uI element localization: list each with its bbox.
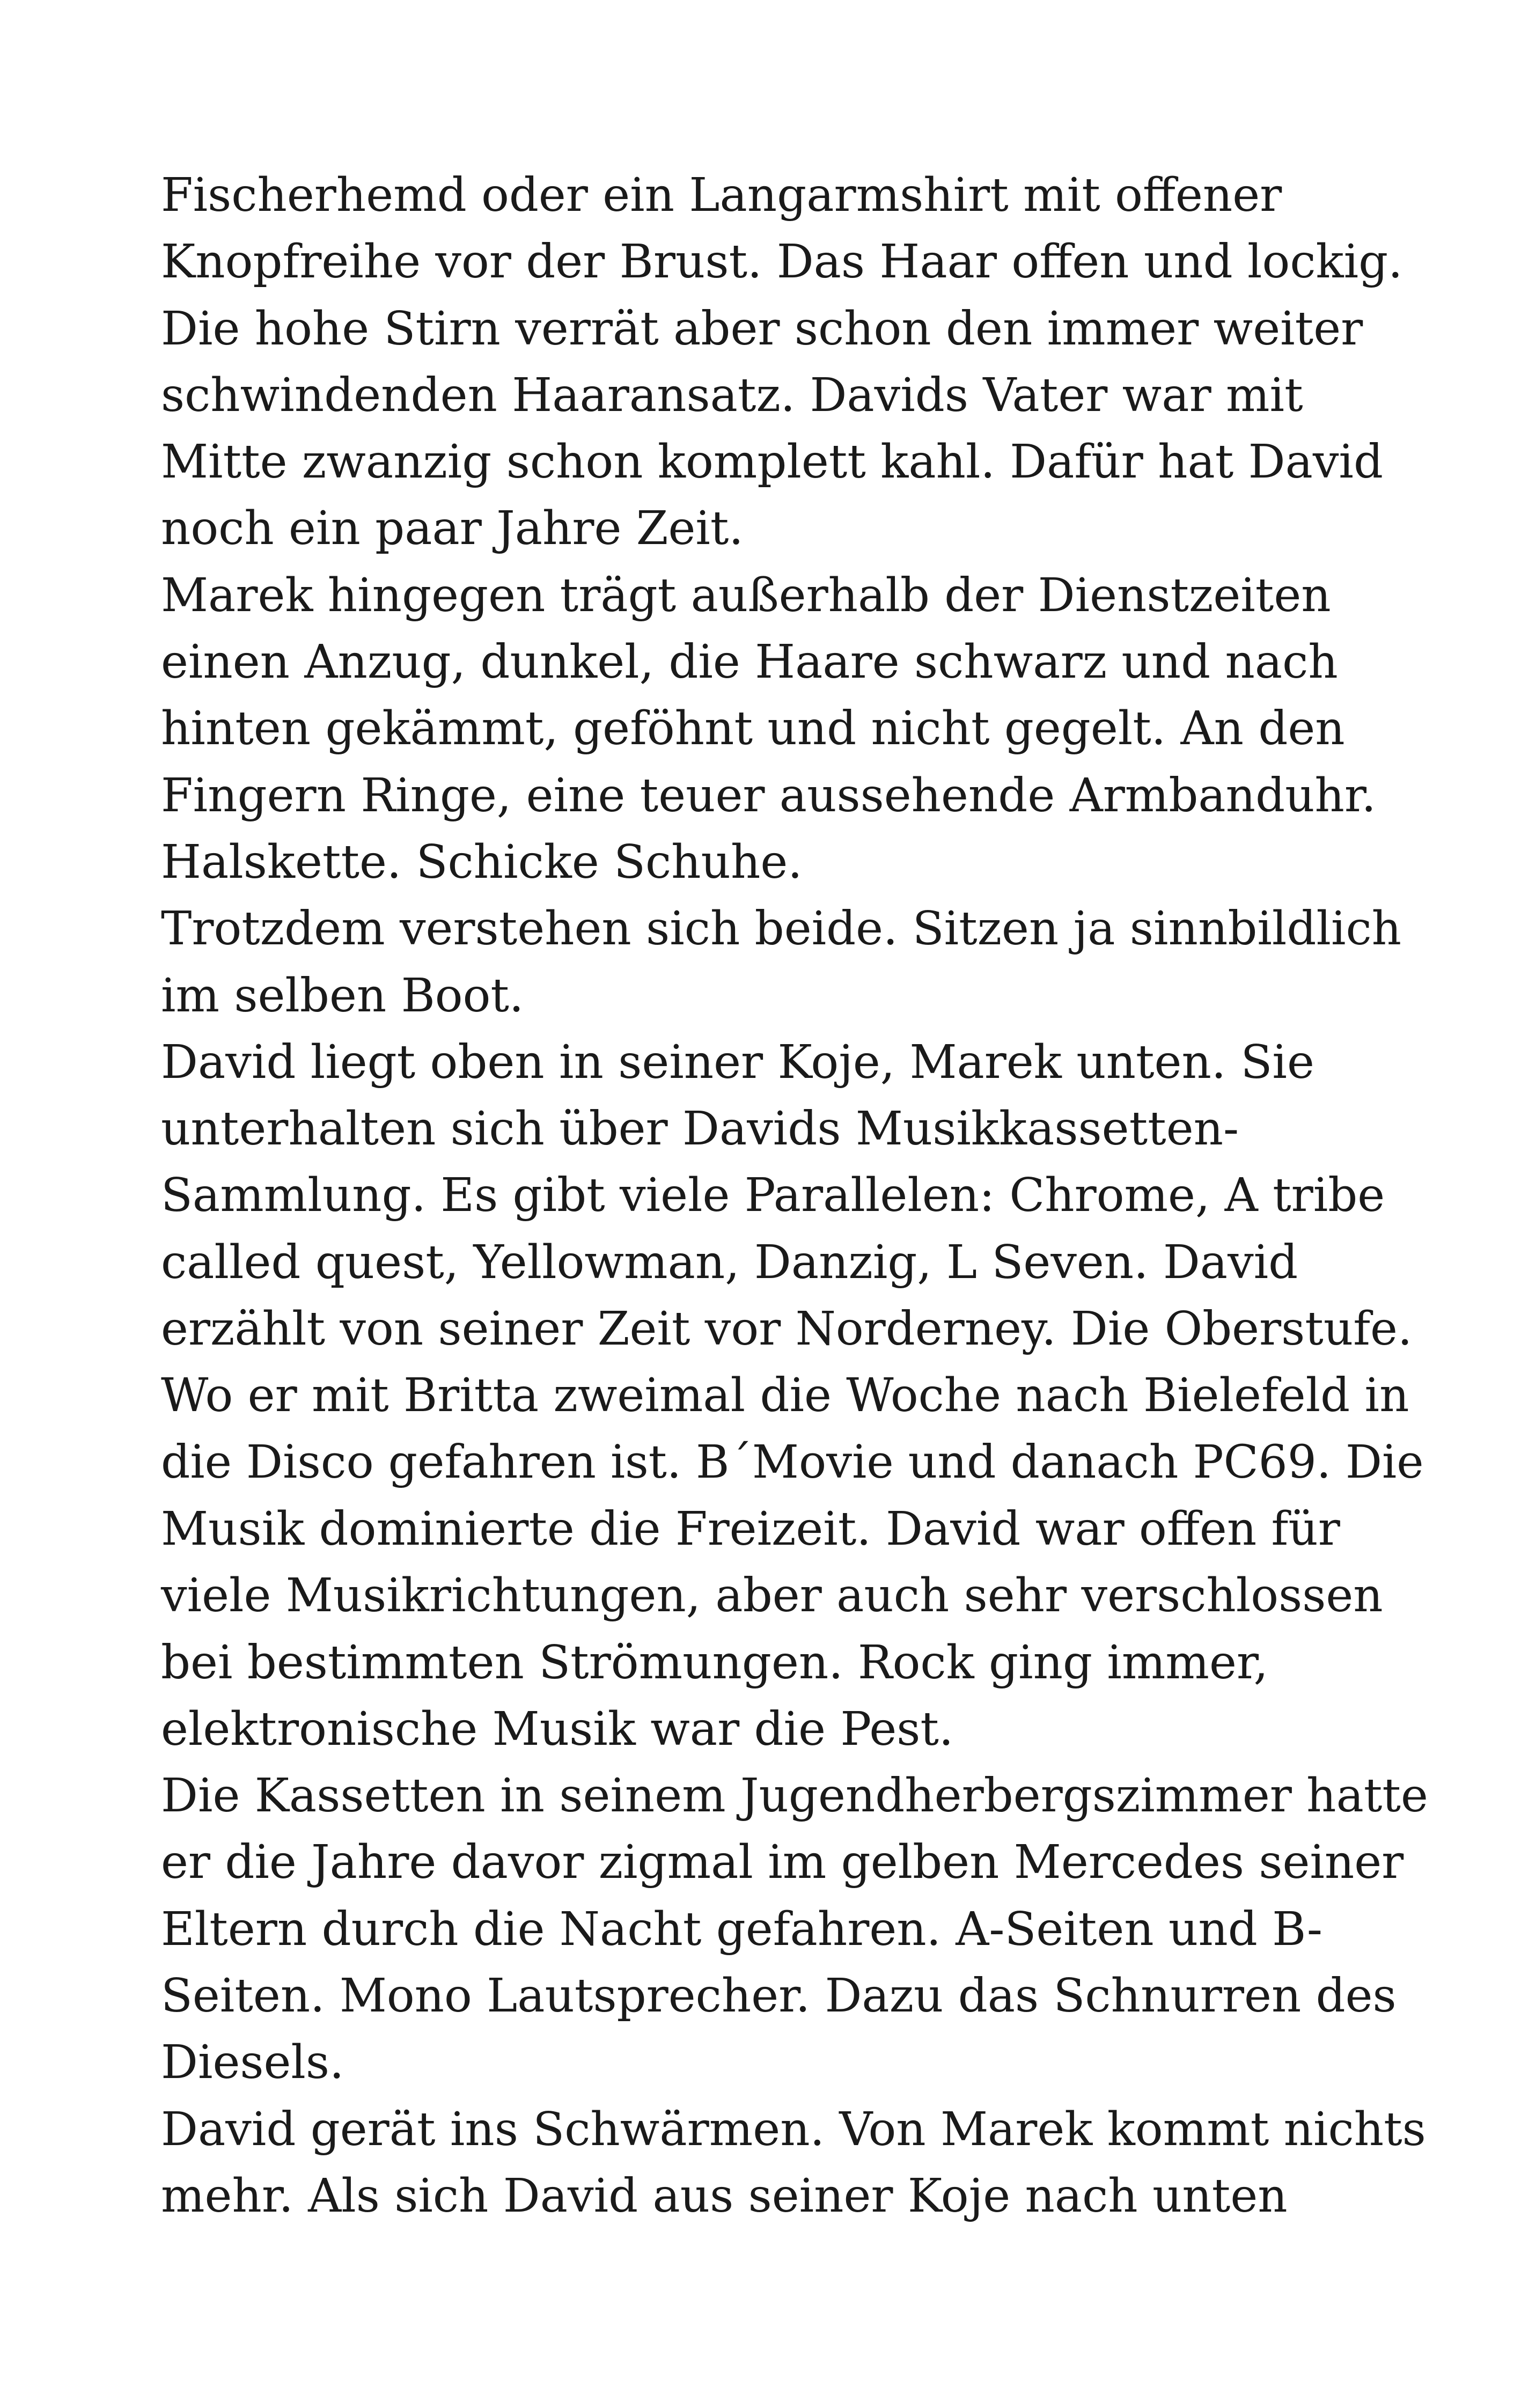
- text-line: einen Anzug, dunkel, die Haare schwarz und nach: [161, 635, 1338, 689]
- text-line: unterhalten sich über Davids Musikkassetten-: [161, 1102, 1239, 1156]
- text-line: Sammlung. Es gibt viele Parallelen: Chrome, A tribe: [161, 1169, 1385, 1223]
- text-line: noch ein paar Jahre Zeit.: [161, 502, 744, 556]
- text-line: Mitte zwanzig schon komplett kahl. Dafür hat David: [161, 435, 1383, 489]
- text-line: schwindenden Haaransatz. Davids Vater war mit: [161, 368, 1303, 422]
- text-line: Fingern Ringe, eine teuer aussehende Armbanduhr.: [161, 768, 1376, 823]
- text-line: bei bestimmten Strömungen. Rock ging immer,: [161, 1635, 1268, 1690]
- text-line: Eltern durch die Nacht gefahren. A-Seiten und B-: [161, 1902, 1322, 1956]
- text-line: erzählt von seiner Zeit vor Norderney. Die Oberstufe.: [161, 1302, 1413, 1356]
- text-line: mehr. Als sich David aus seiner Koje nach unten: [161, 2169, 1288, 2223]
- text-line: Musik dominierte die Freizeit. David war offen für: [161, 1502, 1340, 1556]
- text-line: er die Jahre davor zigmal im gelben Mercedes seiner: [161, 1836, 1404, 1890]
- text-line: Marek hingegen trägt außerhalb der Dienstzeiten: [161, 568, 1331, 622]
- text-line: David gerät ins Schwärmen. Von Marek kommt nichts: [161, 2102, 1426, 2156]
- text-line: elektronische Musik war die Pest.: [161, 1702, 954, 1756]
- text-line: Trotzdem verstehen sich beide. Sitzen ja sinnbildlich: [161, 902, 1402, 956]
- text-line: Wo er mit Britta zweimal die Woche nach Bielefeld in: [161, 1369, 1409, 1423]
- text-line: Diesels.: [161, 2036, 344, 2090]
- text-line: Halskette. Schicke Schuhe.: [161, 835, 803, 889]
- text-line: Knopfreihe vor der Brust. Das Haar offen und lockig.: [161, 235, 1403, 289]
- text-line: called quest, Yellowman, Danzig, L Seven. David: [161, 1235, 1298, 1289]
- text-line: Die hohe Stirn verrät aber schon den immer weiter: [161, 302, 1363, 356]
- text-line: Die Kassetten in seinem Jugendherbergszimmer hatte: [161, 1769, 1428, 1823]
- text-line: hinten gekämmt, geföhnt und nicht gegelt. An den: [161, 702, 1345, 756]
- body-text: [161, 162, 1428, 2229]
- text-line: die Disco gefahren ist. B´Movie und danach PC69. Die: [161, 1435, 1424, 1489]
- text-line: viele Musikrichtungen, aber auch sehr verschlossen: [161, 1569, 1383, 1623]
- text-line: Fischerhemd oder ein Langarmshirt mit offener: [161, 168, 1282, 222]
- text-line: David liegt oben in seiner Koje, Marek unten. Sie: [161, 1035, 1314, 1089]
- text-line: Seiten. Mono Lautsprecher. Dazu das Schnurren des: [161, 1969, 1397, 2023]
- text-line: im selben Boot.: [161, 968, 524, 1023]
